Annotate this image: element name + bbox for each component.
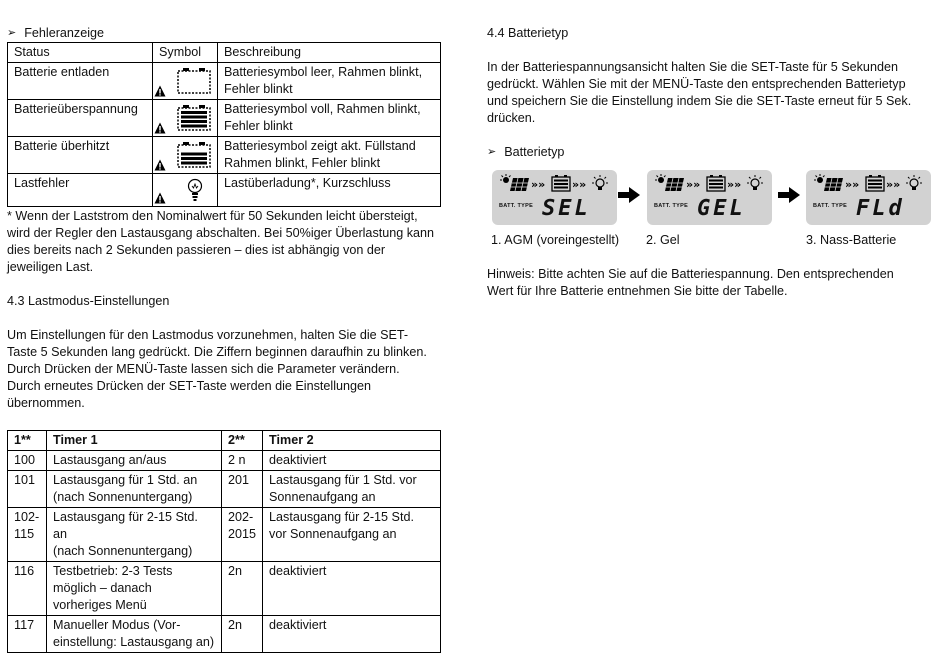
timer2-cell: deaktiviert	[263, 562, 441, 616]
arrow-right-icon	[778, 187, 800, 203]
code-cell: 102- 115	[8, 508, 47, 562]
lcd-status-icons	[500, 174, 610, 194]
timer2-cell: deaktiviert	[263, 616, 441, 653]
warning-icon	[154, 122, 166, 134]
table-row	[8, 562, 441, 616]
flow-arrows-icon: »»	[572, 178, 587, 191]
batt-type-label: BATT. TYPE	[813, 203, 848, 209]
battery-paragraph: In der Batteriespannungsansicht halten Sie die SET-Taste für 5 Sekunden gedrückt. Wählen Sie mit der MENÜ-Taste den entsprechenden Batterietyp und speichern Sie die Einstellung indem Sie die SET-Taste erneut für 5 Sek. drücken.	[487, 60, 912, 125]
status-cell: Batterie überhitzt	[8, 137, 153, 174]
battery-empty-icon	[177, 68, 211, 94]
lamp-icon	[747, 175, 763, 190]
status-cell: Batterieüberspannung	[8, 100, 153, 137]
table-row	[8, 616, 441, 653]
code-cell: 202- 2015	[222, 508, 263, 562]
fault-table	[7, 42, 441, 207]
solar-panel-icon	[665, 178, 684, 191]
description-cell: Batteriesymbol voll, Rahmen blinkt, Fehler blinkt	[218, 100, 441, 137]
code-cell: 201	[222, 471, 263, 508]
table-row	[8, 174, 441, 207]
warning-icon	[154, 159, 166, 171]
lcd-display-gel	[647, 170, 772, 225]
flow-arrows-icon: »»	[686, 178, 701, 191]
lcd-status-icons	[655, 174, 765, 194]
code-cell: 2 n	[222, 451, 263, 471]
column-header: Symbol	[153, 43, 218, 63]
timer1-cell: Lastausgang für 2-15 Std. an (nach Sonnenuntergang)	[47, 508, 222, 562]
sun-icon	[655, 174, 666, 183]
bullet-arrow-icon: ➢	[7, 27, 17, 39]
footnote: * Wenn der Laststrom den Nominalwert für 50 Sekunden leicht übersteigt, wird der Regler den Lastausgang abschalten. Bei 50%iger Überlastung kann dies bereits nach 2 Sekunden passieren – dies ist abhängig von der jeweiligen Last.	[7, 209, 435, 274]
timer2-cell: Lastausgang für 1 Std. vor Sonnenaufgang an	[263, 471, 441, 508]
code-cell: 100	[8, 451, 47, 471]
caption-gel: 2. Gel	[646, 233, 680, 247]
description-cell: Batteriesymbol leer, Rahmen blinkt, Fehler blinkt	[218, 63, 441, 100]
battery-level-icon	[177, 142, 211, 168]
timer1-cell: Manueller Modus (Vor- einstellung: Lastausgang an)	[47, 616, 222, 653]
lcd-display-agm	[492, 170, 617, 225]
bullet-arrow-icon: ➢	[487, 146, 497, 158]
batt-type-label: BATT. TYPE	[499, 203, 534, 209]
status-cell: Batterie entladen	[8, 63, 153, 100]
symbol-cell	[153, 137, 218, 174]
code-cell: 101	[8, 471, 47, 508]
symbol-cell	[153, 174, 218, 207]
timer2-cell: Lastausgang für 2-15 Std. vor Sonnenaufgang an	[263, 508, 441, 562]
battery-type-heading: ➢ Batterietyp	[487, 145, 565, 159]
column-header: Status	[8, 43, 153, 63]
table-row	[8, 137, 441, 174]
table-row	[8, 451, 441, 471]
lamp-icon	[592, 175, 608, 190]
table-row	[8, 471, 441, 508]
lcd-readout: GEL	[697, 196, 746, 221]
timer1-cell: Lastausgang für 1 Std. an (nach Sonnenuntergang)	[47, 471, 222, 508]
flow-arrows-icon: »»	[886, 178, 901, 191]
fault-heading: ➢ Fehleranzeige	[7, 26, 105, 40]
flow-arrows-icon: »»	[845, 178, 860, 191]
column-header: Beschreibung	[218, 43, 441, 63]
solar-panel-icon	[510, 178, 529, 191]
column-header: Timer 2	[263, 431, 441, 451]
table-row	[8, 100, 441, 137]
timer1-cell: Testbetrieb: 2-3 Tests möglich – danach vorheriges Menü	[47, 562, 222, 616]
arrow-right-icon	[618, 187, 640, 203]
lcd-display-flooded	[806, 170, 931, 225]
flow-arrows-icon: »»	[727, 178, 742, 191]
description-cell: Batteriesymbol zeigt akt. Füllstand Rahmen blinkt, Fehler blinkt	[218, 137, 441, 174]
table-row	[8, 508, 441, 562]
battery-icon	[866, 175, 884, 191]
table-row	[8, 63, 441, 100]
symbol-cell	[153, 63, 218, 100]
status-cell: Lastfehler	[8, 174, 153, 207]
column-header: Timer 1	[47, 431, 222, 451]
code-cell: 116	[8, 562, 47, 616]
batt-type-label: BATT. TYPE	[654, 203, 689, 209]
right-column	[487, 0, 937, 161]
section-heading-load: 4.3 Lastmodus-Einstellungen	[7, 294, 170, 308]
timer1-cell: Lastausgang an/aus	[47, 451, 222, 471]
load-mode-table	[7, 430, 441, 653]
description-cell: Lastüberladung*, Kurzschluss	[218, 174, 441, 207]
column-header: 2**	[222, 431, 263, 451]
code-cell: 2n	[222, 562, 263, 616]
timer2-cell: deaktiviert	[263, 451, 441, 471]
table-header-row	[8, 43, 441, 63]
lcd-status-icons	[814, 174, 924, 194]
battery-icon	[707, 175, 725, 191]
column-header: 1**	[8, 431, 47, 451]
battery-note: Hinweis: Bitte achten Sie auf die Batteriespannung. Den entsprechenden Wert für Ihre Batterie entnehmen Sie bitte der Tabelle.	[487, 267, 894, 298]
caption-flooded: 3. Nass-Batterie	[806, 233, 897, 247]
warning-icon	[154, 192, 166, 204]
section-heading-battery: 4.4 Batterietyp	[487, 26, 569, 40]
battery-full-icon	[177, 105, 211, 131]
warning-icon	[154, 85, 166, 97]
lcd-readout: SEL	[542, 196, 591, 221]
table-header-row	[8, 431, 441, 451]
symbol-cell	[153, 100, 218, 137]
lcd-readout: FLd	[856, 196, 905, 221]
sun-icon	[814, 174, 825, 183]
left-column	[7, 0, 441, 653]
code-cell: 117	[8, 616, 47, 653]
code-cell: 2n	[222, 616, 263, 653]
flow-arrows-icon: »»	[531, 178, 546, 191]
light-bulb-icon	[187, 178, 203, 202]
load-paragraph: Um Einstellungen für den Lastmodus vorzunehmen, halten Sie die SET- Taste 5 Sekunden lang gedrückt. Die Ziffern beginnen daraufhin zu blinken. Durch Drücken der MENÜ-Taste lassen sich die Parameter verändern. Durch erneutes Drücken der SET-Taste werden die Einstellungen übernommen.	[7, 328, 427, 410]
solar-panel-icon	[824, 178, 843, 191]
lamp-icon	[906, 175, 922, 190]
caption-agm: 1. AGM (voreingestellt)	[491, 233, 620, 247]
sun-icon	[500, 174, 511, 183]
battery-icon	[552, 175, 570, 191]
